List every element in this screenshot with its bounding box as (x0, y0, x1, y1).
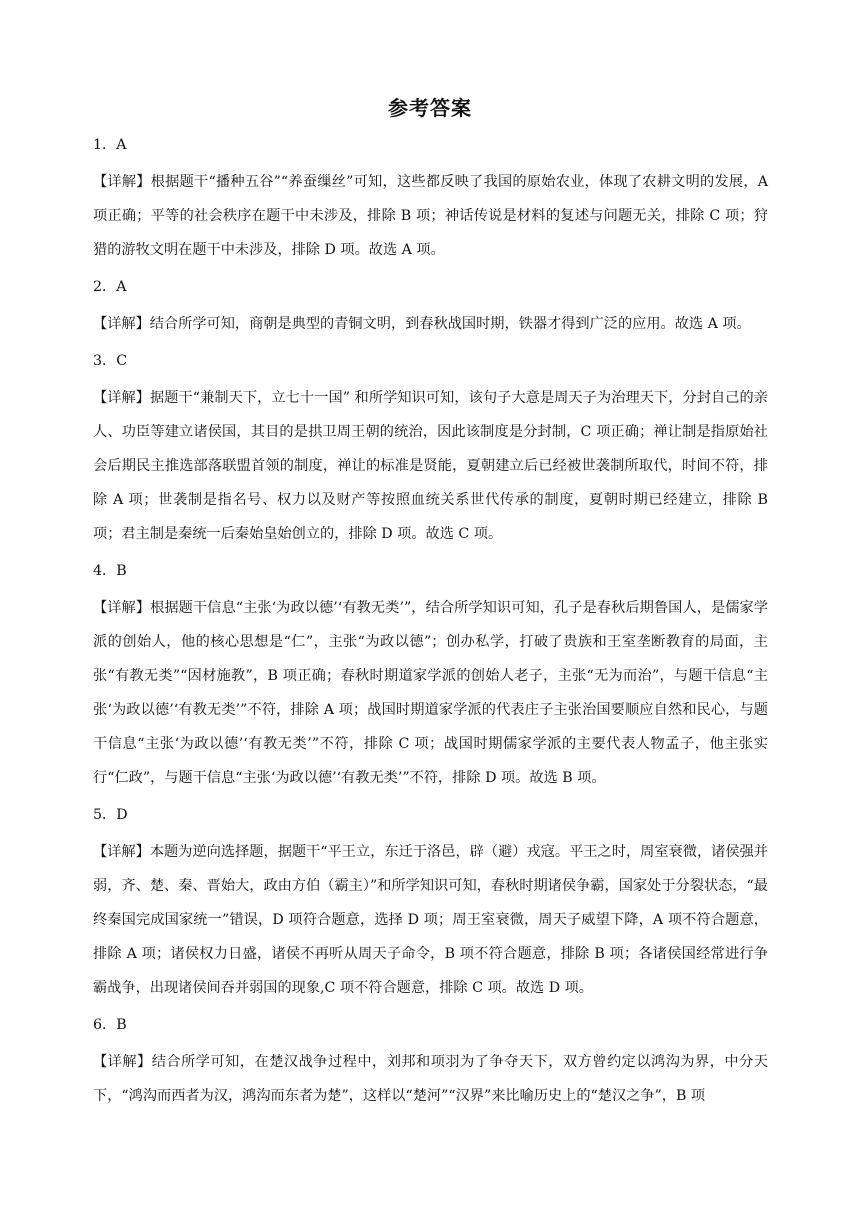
answer-detail-2: 【详解】结合所学可知，商朝是典型的青铜文明，到春秋战国时期，铁器才得到广泛的应用。故选 A 项。 (93, 316, 751, 332)
answer-number-2: 2．A (93, 279, 127, 295)
answer-number-1: 1．A (93, 137, 127, 153)
answer-detail-1: 【详解】根据题干“播种五谷”“养蚕缫丝”可知，这些都反映了我国的原始农业，体现了农耕文明的发展，A 项正确；平等的社会秩序在题干中未涉及，排除 B 项；神话传说是材料的复述与问题无关，排除 C 项；狩猎的游牧文明在题干中未涉及，排除 D 项。故选 A 项。 (93, 174, 768, 258)
page-title: 参考答案 (388, 96, 472, 120)
answer-number-3: 3．C (93, 353, 128, 369)
answer-number-5: 5．D (93, 807, 128, 823)
answer-number-4: 4．B (93, 563, 127, 579)
answer-number-6: 6．B (93, 1017, 127, 1033)
answer-detail-6: 【详解】结合所学可知，在楚汉战争过程中，刘邦和项羽为了争夺天下，双方曾约定以鸿沟为界，中分天下，“鸿沟而西者为汉，鸿沟而东者为楚”，这样以“楚河”“汉界”来比喻历史上的“楚汉之争”，B 项 (93, 1054, 768, 1104)
answer-detail-5: 【详解】本题为逆向选择题，据题干“平王立，东迁于洛邑，辟（避）戎寇。平王之时，周室衰微，诸侯强并弱，齐、楚、秦、晋始大，政由方伯（霸主）”和所学知识可知，春秋时期诸侯争霸，国家处于分裂状态，“最终秦国完成国家统一”错误，D 项符合题意，选择 D 项；周王室衰微，周天子威望下降，A 项不符合题意，排除 A 项；诸侯权力日盛，诸侯不再听从周天子命令，B 项不符合题意，排除 B 项；各诸侯国经常进行争霸战争，出现诸侯间吞并弱国的现象,C 项不符合题意，排除 C 项。故选 D 项。 (93, 844, 768, 996)
answer-detail-3: 【详解】据题干“兼制天下，立七十一国” 和所学知识可知，该句子大意是周天子为治理天下，分封自己的亲人、功臣等建立诸侯国，其目的是拱卫周王朝的统治，因此该制度是分封制，C 项正确；禅让制是指原始社会后期民主推选部落联盟首领的制度，禅让的标准是贤能，夏朝建立后已经被世袭制所取代，时间不符，排除 A 项；世袭制是指名号、权力以及财产等按照血统关系世代传承的制度，夏朝时期已经建立，排除 B 项；君主制是秦统一后秦始皇始创立的，排除 D 项。故选 C 项。 (93, 390, 768, 542)
answer-detail-4: 【详解】根据题干信息“主张‘为政以德’‘有教无类’”，结合所学知识可知，孔子是春秋后期鲁国人，是儒家学派的创始人，他的核心思想是“仁”，主张“为政以德”；创办私学，打破了贵族和王室垄断教育的局面，主张“有教无类”“因材施教”，B 项正确；春秋时期道家学派的创始人老子，主张“无为而治”，与题干信息“主张‘为政以德’‘有教无类’”不符，排除 A 项；战国时期道家学派的代表庄子主张治国要顺应自然和民心，与题干信息“主张‘为政以德’‘有教无类’”不符，排除 C 项；战国时期儒家学派的主要代表人物孟子，他主张实行“仁政”，与题干信息“主张‘为政以德’‘有教无类’”不符，排除 D 项。故选 B 项。 (93, 600, 768, 786)
answer-list (93, 131, 768, 1119)
